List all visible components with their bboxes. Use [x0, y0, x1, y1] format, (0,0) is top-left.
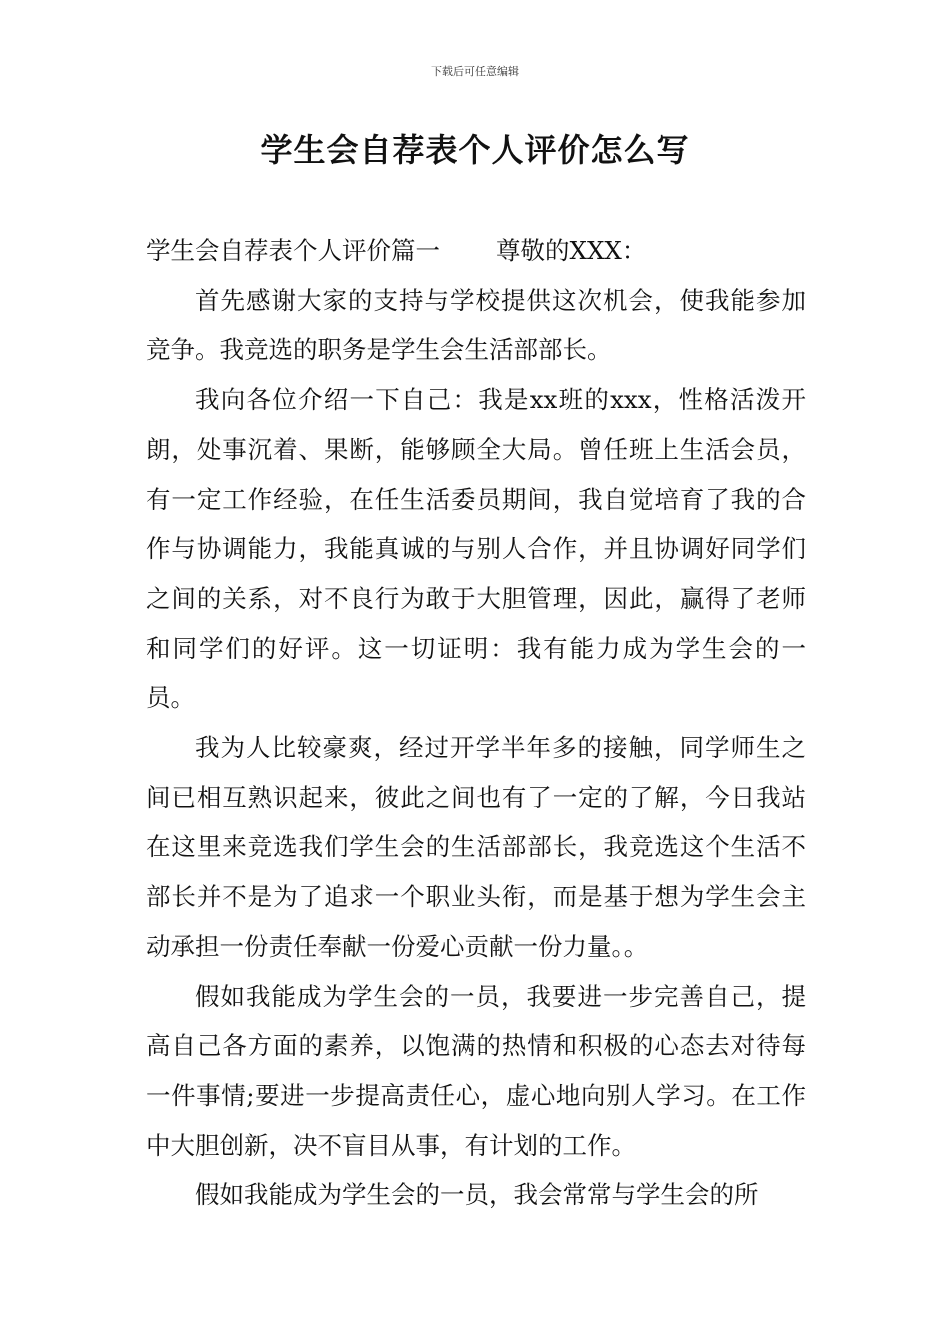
document-body	[146, 226, 806, 1220]
paragraph-3: 我为人比较豪爽，经过开学半年多的接触，同学师生之间已相互熟识起来，彼此之间也有了一定的了解，今日我站在这里来竞选我们学生会的生活部部长，我竞选这个生活不部长并不是为了追求一个职业头衔，而是基于想为学生会主动承担一份责任奉献一份爱心贡献一份力量。。	[146, 733, 806, 961]
paragraph-5: 假如我能成为学生会的一员，我会常常与学生会的所	[195, 1180, 759, 1210]
document-subtitle: 学生会自荐表个人评价篇一	[146, 236, 440, 265]
document-title: 学生会自荐表个人评价怎么写	[260, 131, 690, 169]
subtitle-line	[146, 226, 806, 276]
paragraph-4: 假如我能成为学生会的一员，我要进一步完善自己，提高自己各方面的素养，以饱满的热情和积极的心态去对待每一件事情;要进一步提高责任心，虚心地向别人学习。在工作中大胆创新，决不盲目从事，有计划的工作。	[146, 981, 806, 1160]
paragraph-2: 我向各位介绍一下自己：我是xx班的xxx，性格活泼开朗，处事沉着、果断，能够顾全大局。曾任班上生活会员，有一定工作经验，在任生活委员期间，我自觉培育了我的合作与协调能力，我能真诚的与别人合作，并且协调好同学们之间的关系，对不良行为敢于大胆管理，因此，赢得了老师和同学们的好评。这一切证明：我有能力成为学生会的一员。	[146, 385, 806, 713]
salutation: 尊敬的XXX：	[496, 236, 647, 265]
paragraph-1: 首先感谢大家的支持与学校提供这次机会，使我能参加竞争。我竞选的职务是学生会生活部部长。	[146, 285, 806, 365]
page-header-note: 下载后可任意编辑	[431, 65, 519, 78]
